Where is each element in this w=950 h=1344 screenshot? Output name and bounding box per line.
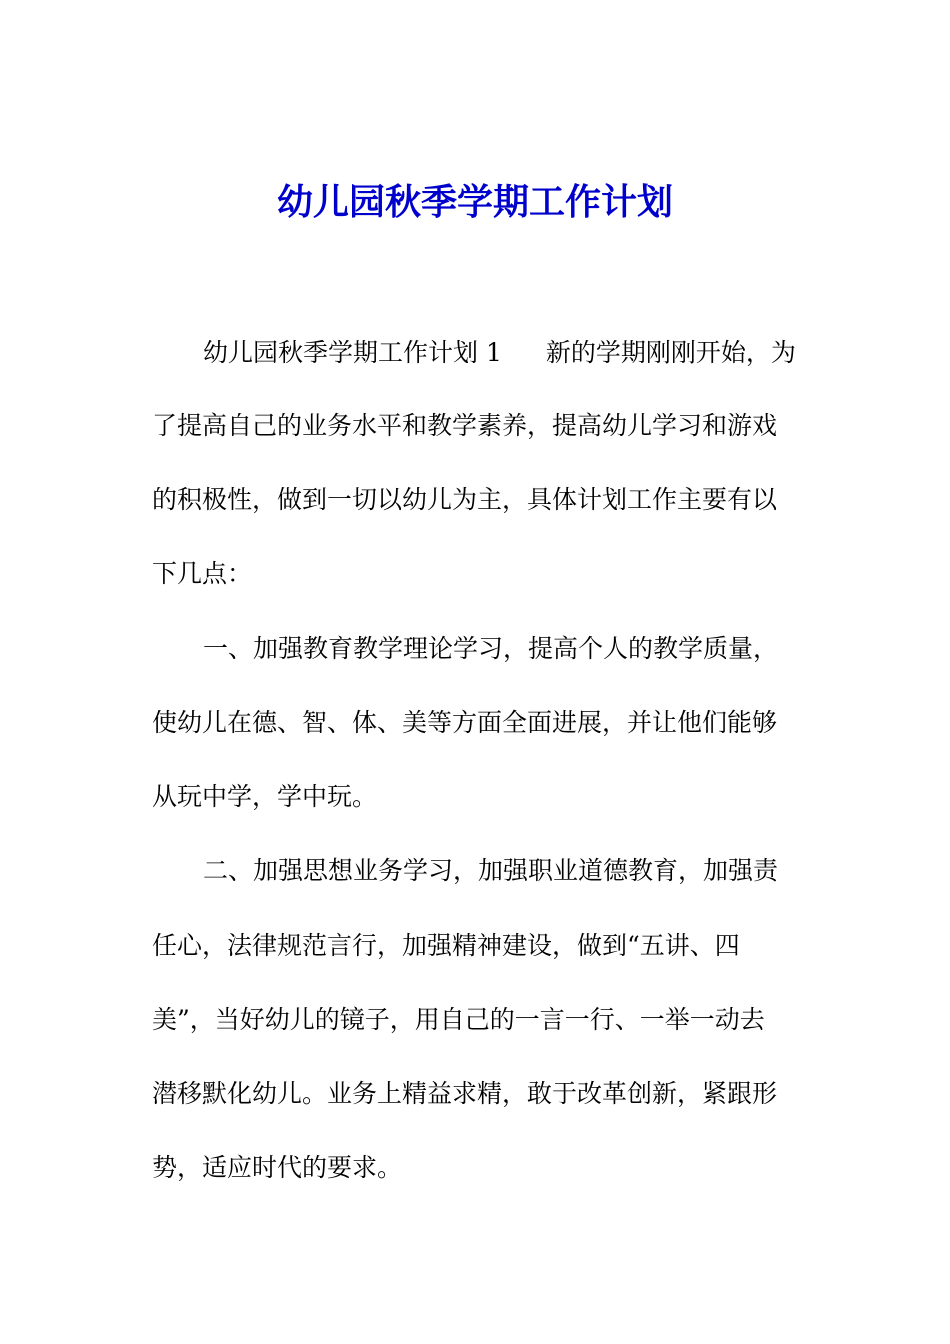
paragraph-3-line-4: 潜移默化幼儿。业务上精益求精，敢于改革创新，紧跟形 [152,1079,778,1108]
paragraph-1-line-2: 了提高自己的业务水平和教学素养，提高幼儿学习和游戏 [152,411,778,440]
paragraph-2-line-3: 从玩中学，学中玩。 [152,782,378,811]
paragraph-1-intro: 新的学期刚刚开始，为 [545,338,796,367]
plan-heading-inline: 幼儿园秋季学期工作计划 1 [203,338,502,367]
paragraph-3-line-1: 二、加强思想业务学习，加强职业道德教育，加强责 [203,856,779,885]
paragraph-3-line-3: 美”，当好幼儿的镜子，用自己的一言一行、一举一动去 [152,1005,765,1034]
document-title: 幼儿园秋季学期工作计划 [276,182,673,223]
paragraph-1-line-3: 的积极性，做到一切以幼儿为主，具体计划工作主要有以 [152,485,778,514]
paragraph-2-line-1: 一、加强教育教学理论学习，提高个人的教学质量， [203,634,779,663]
paragraph-3-line-2: 任心，法律规范言行，加强精神建设，做到“五讲、四 [152,931,740,960]
paragraph-1-line-1 [203,335,796,371]
paragraph-1-line-4: 下几点： [152,559,253,588]
paragraph-2-line-2: 使幼儿在德、智、体、美等方面全面进展，并让他们能够 [152,708,778,737]
paragraph-3-line-5: 势，适应时代的要求。 [152,1153,403,1182]
